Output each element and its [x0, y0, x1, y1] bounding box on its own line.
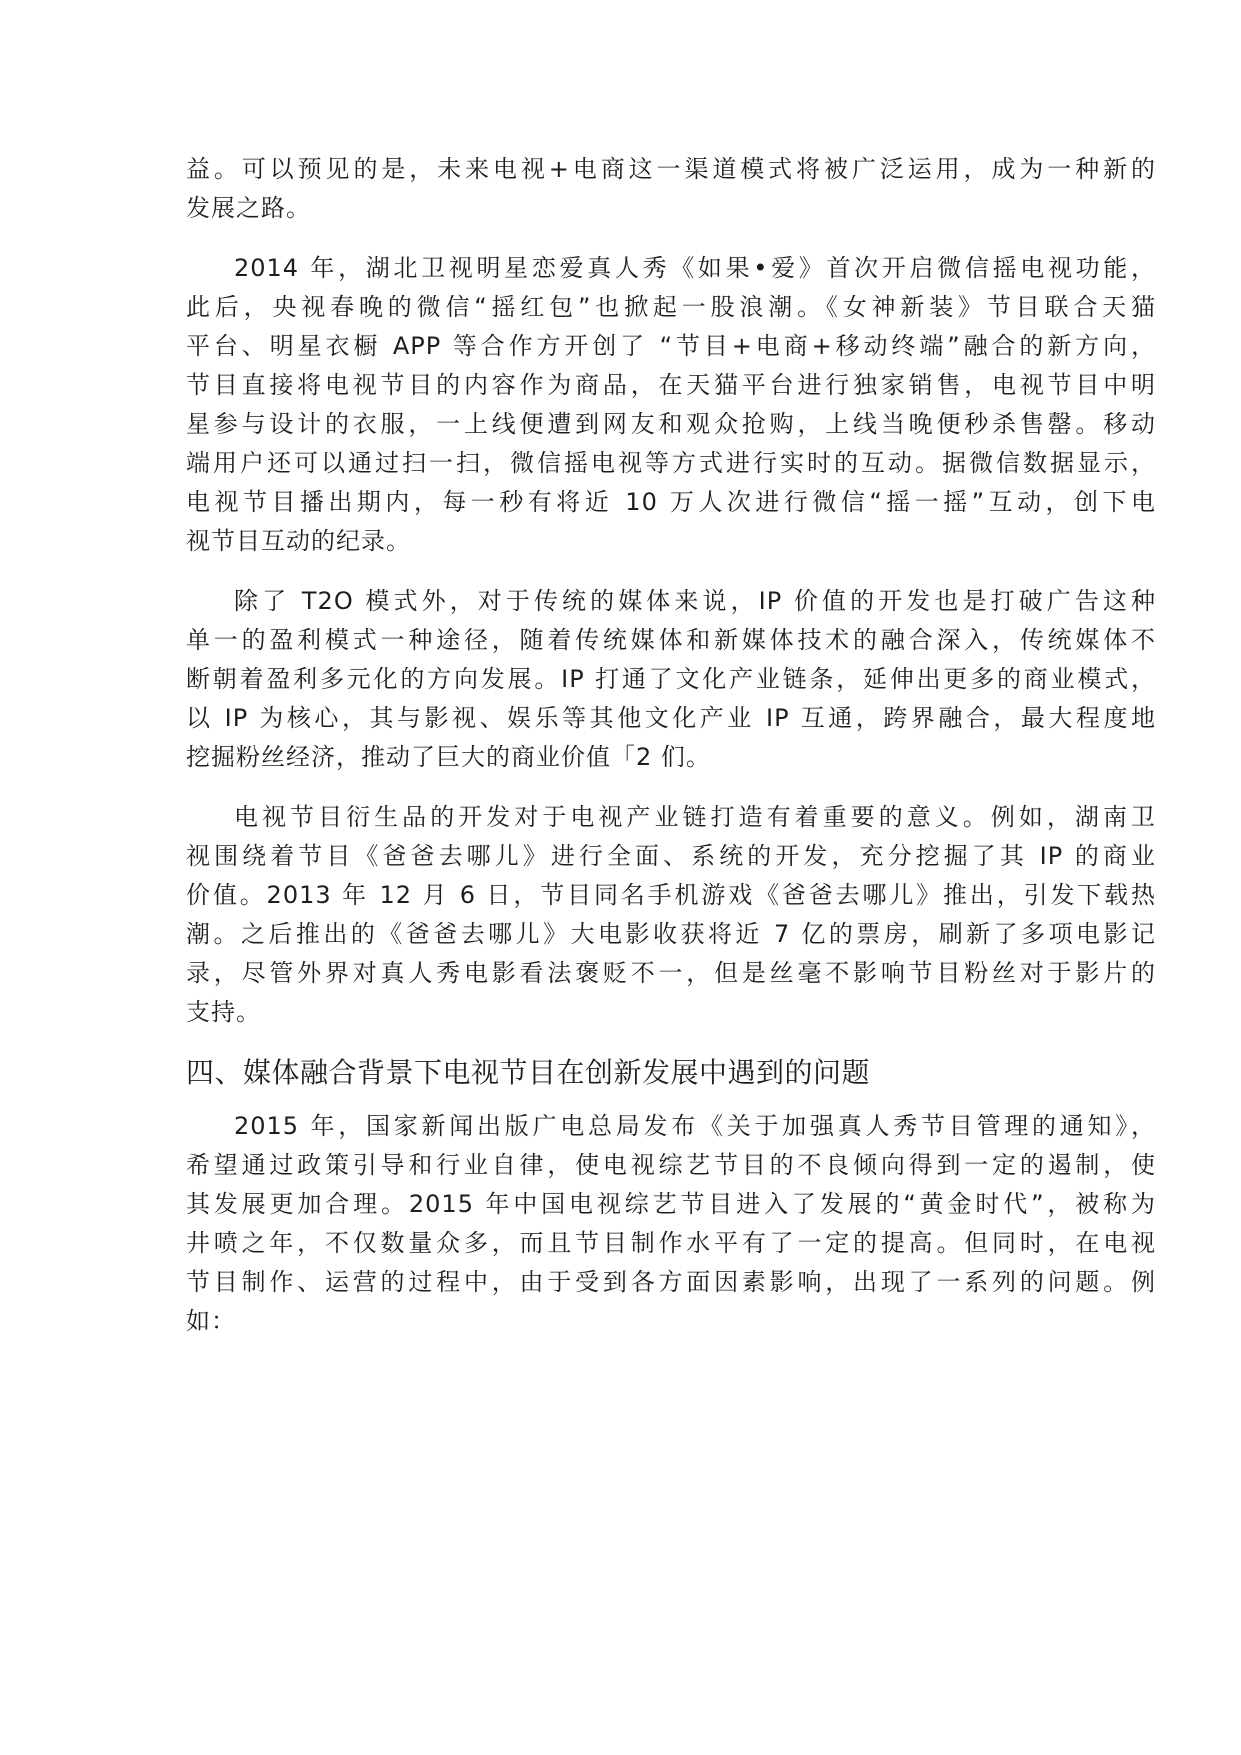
- text-line: 益。可以预见的是，未来电视+电商这一渠道模式将被广泛运用，成为一种新的: [186, 155, 1156, 183]
- text-line: 断朝着盈利多元化的方向发展。IP 打通了文化产业链条，延伸出更多的商业模式，: [186, 665, 1156, 693]
- text-line: 支持。: [186, 998, 261, 1026]
- text-line: 单一的盈利模式一种途径，随着传统媒体和新媒体技术的融合深入，传统媒体不: [186, 626, 1156, 654]
- text-line: 希望通过政策引导和行业自律，使电视综艺节目的不良倾向得到一定的遏制，使: [186, 1151, 1156, 1179]
- text-line: 节目制作、运营的过程中，由于受到各方面因素影响，出现了一系列的问题。例: [186, 1268, 1156, 1296]
- text-line: 电视节目播出期内，每一秒有将近 10 万人次进行微信“摇一摇”互动，创下电: [186, 488, 1156, 516]
- paragraph-2015-notice: [186, 1107, 1156, 1341]
- text-line: 录，尽管外界对真人秀电影看法褒贬不一，但是丝毫不影响节目粉丝对于影片的: [186, 959, 1156, 987]
- text-line: 端用户还可以通过扫一扫，微信摇电视等方式进行实时的互动。据微信数据显示，: [186, 449, 1156, 477]
- text-line: 节目直接将电视节目的内容作为商品，在天猫平台进行独家销售，电视节目中明: [186, 371, 1156, 399]
- text-line: 2014 年，湖北卫视明星恋爱真人秀《如果•爱》首次开启微信摇电视功能，: [234, 254, 1156, 282]
- document-page: [186, 150, 1156, 1362]
- text-line: 除了 T2O 模式外，对于传统的媒体来说，IP 价值的开发也是打破广告这种: [234, 587, 1156, 615]
- paragraph-ecommerce-conclusion: [186, 150, 1156, 228]
- text-line: 电视节目衍生品的开发对于电视产业链打造有着重要的意义。例如，湖南卫: [234, 803, 1156, 831]
- text-line: 如：: [186, 1307, 236, 1335]
- text-line: 2015 年，国家新闻出版广电总局发布《关于加强真人秀节目管理的通知》，: [234, 1112, 1156, 1140]
- text-line: 其发展更加合理。2015 年中国电视综艺节目进入了发展的“黄金时代”，被称为: [186, 1190, 1156, 1218]
- text-line: 此后，央视春晚的微信“摇红包”也掀起一股浪潮。《女神新装》节目联合天猫: [186, 293, 1156, 321]
- text-line: 视节目互动的纪录。: [186, 527, 411, 555]
- text-line: 星参与设计的衣服，一上线便遭到网友和观众抢购，上线当晚便秒杀售罄。移动: [186, 410, 1156, 438]
- text-line: 视围绕着节目《爸爸去哪儿》进行全面、系统的开发，充分挖掘了其 IP 的商业: [186, 842, 1156, 870]
- paragraph-derivatives: [186, 798, 1156, 1032]
- paragraph-ip-value: [186, 582, 1156, 777]
- text-line: 以 IP 为核心，其与影视、娱乐等其他文化产业 IP 互通，跨界融合，最大程度地: [186, 704, 1156, 732]
- text-line: 潮。之后推出的《爸爸去哪儿》大电影收获将近 7 亿的票房，刷新了多项电影记: [186, 920, 1156, 948]
- text-line: 平台、明星衣橱 APP 等合作方开创了 “节目+电商+移动终端”融合的新方向，: [186, 332, 1156, 360]
- text-line: 价值。2013 年 12 月 6 日，节目同名手机游戏《爸爸去哪儿》推出，引发下载热: [186, 881, 1156, 909]
- text-line: 井喷之年，不仅数量众多，而且节目制作水平有了一定的提高。但同时，在电视: [186, 1229, 1156, 1257]
- text-line: 挖掘粉丝经济，推动了巨大的商业价值「2 们。: [186, 743, 711, 771]
- text-line: 发展之路。: [186, 194, 311, 222]
- paragraph-wechat-shake: [186, 249, 1156, 561]
- section-heading: 四、媒体融合背景下电视节目在创新发展中遇到的问题: [186, 1056, 871, 1089]
